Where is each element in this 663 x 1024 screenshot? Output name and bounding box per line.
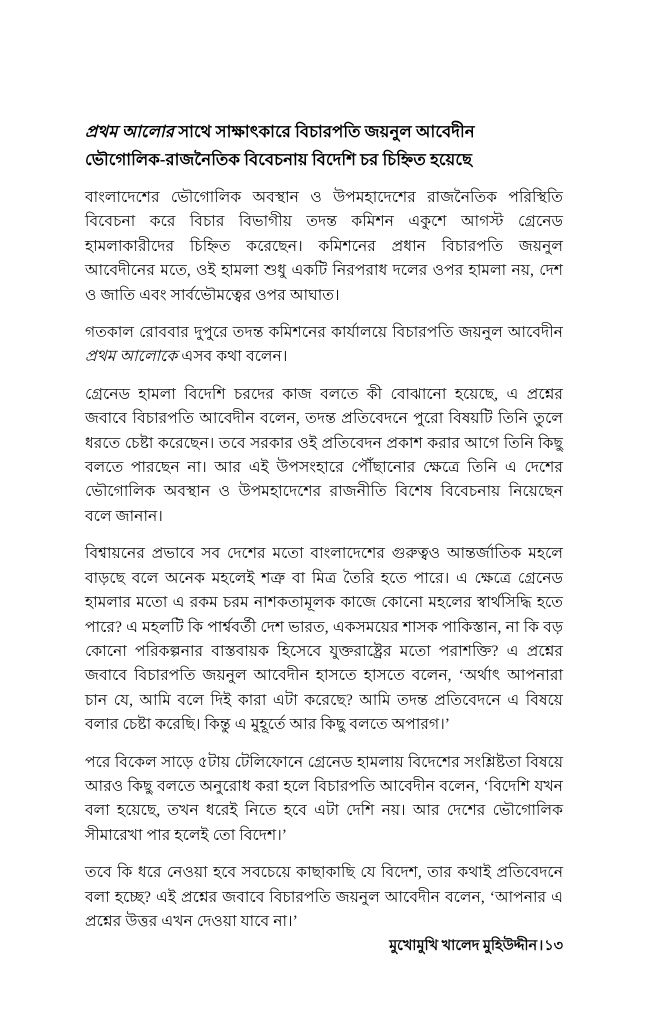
paragraph-3 bbox=[85, 383, 563, 529]
paragraph-5 bbox=[85, 751, 563, 849]
text-run: গ্রেনেড হামলা বিদেশি চরদের কাজ বলতে কী বোঝানো হয়েছে, এ প্রশ্নের জবাবে বিচারপতি আবেদীন বলেন, তদন্ত প্রতিবেদনে পুরো বিষয়টি তিনি তুলে ধরতে চেষ্টা করেছেন। তবে সরকার ওই প্রতিবেদন প্রকাশ করার আগে তিনি কিছু বলতে পারছেন না। আর এই উপসংহারে পৌঁছানোর ক্ষেত্রে তিনি এ দেশের ভৌগোলিক অবস্থান ও উপমহাদেশের রাজনীতি বিশেষ বিবেচনায় নিয়েছেন বলে জানান। bbox=[85, 385, 563, 525]
page-number: ১৩ bbox=[544, 938, 563, 954]
page-content bbox=[85, 118, 563, 934]
text-run: বাংলাদেশের ভৌগোলিক অবস্থান ও উপমহাদেশের রাজনৈতিক পরিস্থিতি বিবেচনা করে বিচার বিভাগীয় তদন্ত কমিশন একুশে আগস্ট গ্রেনেড হামলাকারীদের চিহ্নিত করেছেন। কমিশনের প্রধান বিচারপতি জয়নুল আবেদীনের মতে, ওই হামলা শুধু একটি নিরপরাধ দলের ওপর হামলা নয়, দেশ ও জাতি এবং সার্বভৌমত্বের ওপর আঘাত। bbox=[85, 189, 563, 304]
footer-separator: । bbox=[538, 938, 544, 954]
text-run: এসব কথা বলেন। bbox=[177, 348, 288, 366]
paragraph-1 bbox=[85, 186, 563, 308]
text-run: বিশ্বায়নের প্রভাবে সব দেশের মতো বাংলাদেশের গুরুত্বও আন্তর্জাতিক মহলে বাড়ছে বলে অনেক মহলেই শত্রু বা মিত্র তৈরি হতে পারে। এ ক্ষেত্রে গ্রেনেড হামলার মতো এ রকম চরম নাশকতামূলক কাজে কোনো মহলের স্বার্থসিদ্ধি হতে পারে? এ মহলটি কি পার্শ্ববর্তী দেশ ভারত, একসময়ের শাসক পাকিস্তান, না কি বড় কোনো পরিকল্পনার বাস্তবায়ক হিসেবে যুক্তরাষ্ট্রের মতো পরাশক্তি? এ প্রশ্নের জবাবে বিচারপতি জয়নুল আবেদীন হাসতে হাসতে বলেন, ‘অর্থাৎ আপনারা চান যে, আমি বলে দিই কারা এটা করেছে? আমি তদন্ত প্রতিবেদনে এ বিষয়ে বলার চেষ্টা করেছি। কিন্তু এ মুহূর্তে আর কিছু বলতে অপারগ।’ bbox=[85, 545, 563, 734]
page-subtitle: ভৌগোলিক-রাজনৈতিক বিবেচনায় বিদেশি চর চিহ্নিত হয়েছে bbox=[85, 150, 473, 169]
article-body bbox=[85, 186, 563, 934]
page-title bbox=[85, 118, 563, 146]
footer-book-title: মুখোমুখি খালেদ মুহিউদ্দীন bbox=[389, 938, 538, 954]
text-run: পরে বিকেল সাড়ে ৫টায় টেলিফোনে গ্রেনেড হামলায় বিদেশের সংশ্লিষ্টতা বিষয়ে আরও কিছু বলতে অনুরোধ করা হলে বিচারপতি আবেদীন বলেন, ‘বিদেশি যখন বলা হয়েছে, তখন ধরেই নিতে হবে এটা দেশি নয়। আর দেশের ভৌগোলিক সীমারেখা পার হলেই তো বিদেশ।’ bbox=[85, 753, 563, 844]
page-title-kicker: প্রথম আলোর bbox=[85, 122, 175, 141]
text-run: তবে কি ধরে নেওয়া হবে সবচেয়ে কাছাকাছি যে বিদেশ, তার কথাই প্রতিবেদনে বলা হচ্ছে? এই প্রশ্নের জবাবে বিচারপতি জয়নুল আবেদীন বলেন, ‘আপনার এ প্রশ্নের উত্তর এখন দেওয়া যাবে না।’ bbox=[85, 864, 563, 930]
text-run-italic: প্রথম আলোকে bbox=[85, 348, 178, 366]
paragraph-2 bbox=[85, 321, 563, 370]
running-footer bbox=[85, 936, 563, 956]
paragraph-4 bbox=[85, 542, 563, 737]
page-title-rest: সাথে সাক্ষাৎকারে বিচারপতি জয়নুল আবেদীন bbox=[174, 122, 475, 141]
paragraph-6 bbox=[85, 861, 563, 934]
text-run: গতকাল রোববার দুপুরে তদন্ত কমিশনের কার্যালয়ে বিচারপতি জয়নুল আবেদীন bbox=[85, 324, 563, 342]
